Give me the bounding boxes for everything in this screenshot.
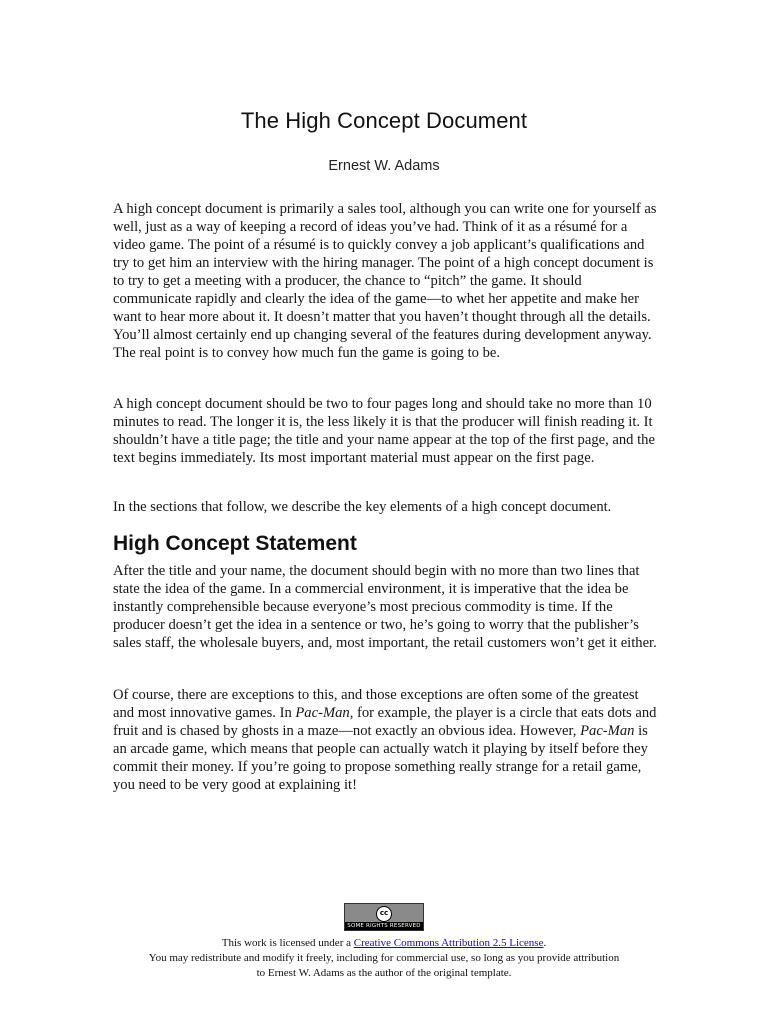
creative-commons-icon[interactable] xyxy=(344,903,424,931)
cc-symbol: cc xyxy=(376,906,392,922)
document-author: Ernest W. Adams xyxy=(328,158,440,174)
paragraph-text-part: is an arcade game, which means that people can actually watch it playing by itself before they commit their money. If you’re going to propose something really strange for a retail game, you need to be very good at explaining it! xyxy=(113,723,648,793)
license-prefix: This work is licensed under a xyxy=(221,937,354,949)
license-line-1 xyxy=(0,936,768,951)
paragraph-text xyxy=(113,686,658,794)
document-title: The High Concept Document xyxy=(240,108,528,133)
license-footer xyxy=(0,903,768,981)
cc-badge-label: SOME RIGHTS RESERVED xyxy=(345,922,423,930)
paragraph-text: A high concept document should be two to four pages long and should take no more than 10 minutes to read. The longer it is, the less likely it is that the producer will finish reading it. It shouldn’t have a title page; the title and your name appear at the top of the first page, and the text begins immediately. Its most important material must appear on the first page. xyxy=(113,396,655,466)
section-paragraph-1 xyxy=(113,562,658,652)
paragraph-text: In the sections that follow, we describe the key elements of a high concept document. xyxy=(113,499,612,515)
license-line-2: You may redistribute and modify it freely, including for commercial use, so long as you provide attribution xyxy=(148,952,620,964)
paragraph-text-part: Of course, there are exceptions to this, and those exceptions are often some of the greatest and most innovative games. In xyxy=(113,687,639,721)
paragraph-text: A high concept document is primarily a sales tool, although you can write one for yourself as well, just as a way of keeping a record of ideas you’ve had. Think of it as a résumé for a video game. The point of a résumé is to quickly convey a job applicant’s qualifications and try to get him an interview with the hiring manager. The point of a high concept document is to try to get a meeting with a producer, the chance to “pitch” the game. It should communicate rapidly and clearly the idea of the game—to whet her appetite and make her want to hear more about it. It doesn’t matter that you haven’t thought through all the details. You’ll almost certainly end up changing several of the features during development anyway. The real point is to convey how much fun the game is going to be. xyxy=(113,201,657,361)
section-paragraph-2 xyxy=(113,686,658,794)
intro-paragraph-3 xyxy=(113,498,658,516)
license-line-3: to Ernest W. Adams as the author of the original template. xyxy=(256,967,512,979)
license-link[interactable]: Creative Commons Attribution 2.5 License xyxy=(353,937,544,949)
paragraph-text-part: for example, the player is a circle that eats dots and fruit and is chased by ghosts in a maze—not exactly an obvious idea. However, xyxy=(113,705,657,739)
paragraph-text: After the title and your name, the document should begin with no more than two lines that state the idea of the game. In a commercial environment, it is imperative that the idea be instantly comprehensible because everyone’s most precious commodity is time. If the producer doesn’t get the idea in a sentence or two, he’s going to worry that the publisher’s sales staff, the wholesale buyers, and, most important, the retail customers won’t get it either. xyxy=(113,563,657,651)
intro-paragraph-2 xyxy=(113,395,658,467)
section-heading: High Concept Statement xyxy=(113,532,357,555)
intro-paragraph-1 xyxy=(113,200,658,362)
license-suffix: . xyxy=(543,937,547,949)
game-title-pac-man: Pac-Man xyxy=(580,723,635,739)
game-title-pac-man: Pac-Man, xyxy=(295,705,354,721)
